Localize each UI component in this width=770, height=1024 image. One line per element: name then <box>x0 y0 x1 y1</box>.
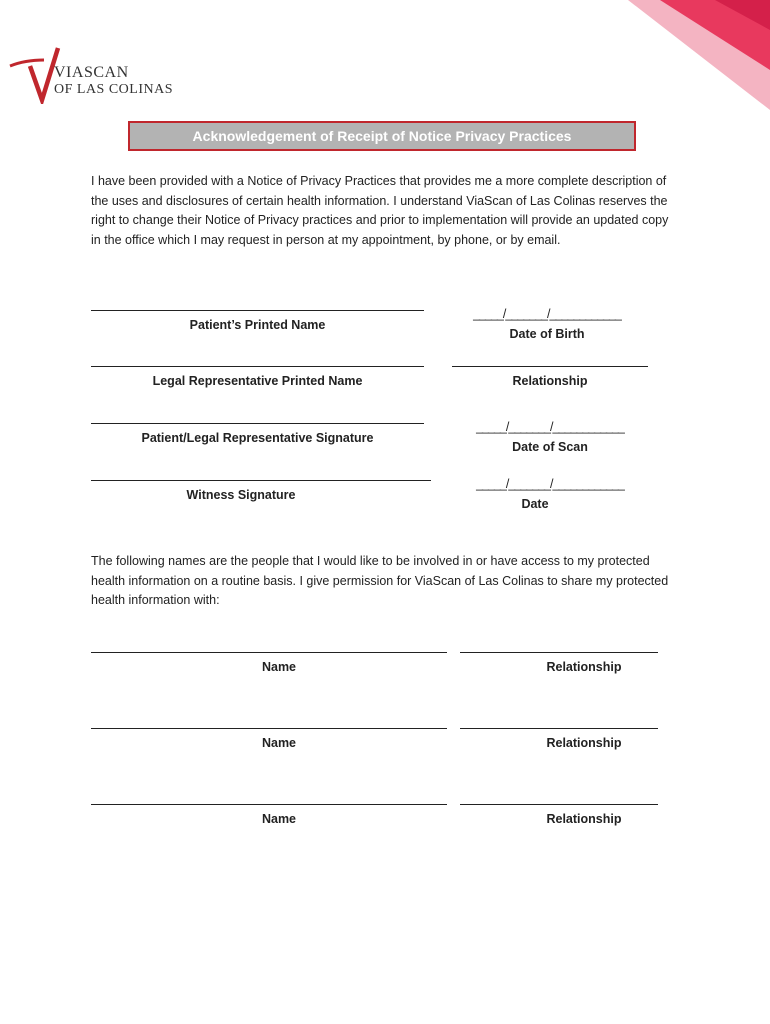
date-blank: _____/_______/____________ <box>476 477 624 491</box>
form-title: Acknowledgement of Receipt of Notice Privacy Practices <box>192 128 572 144</box>
viascan-logo <box>8 44 198 104</box>
signature-field[interactable] <box>91 423 424 445</box>
contact-relationship-label-2: Relationship <box>546 736 622 750</box>
logo-line-2: OF LAS COLINAS <box>54 82 174 97</box>
contact-name-label-3: Name <box>261 812 297 826</box>
date-of-birth-label: Date of Birth <box>509 327 585 341</box>
legal-rep-name-label: Legal Representative Printed Name <box>152 374 363 388</box>
contact-relationship-field-2[interactable] <box>460 728 658 750</box>
legal-rep-name-field[interactable] <box>91 366 424 388</box>
date-of-birth-field[interactable] <box>452 308 642 341</box>
form-title-box <box>128 121 636 151</box>
date-of-birth-blank: _____/_______/____________ <box>473 307 621 321</box>
contact-name-field-2[interactable] <box>91 728 447 750</box>
date-of-scan-blank: _____/_______/____________ <box>476 420 624 434</box>
date-of-scan-field[interactable] <box>452 421 648 454</box>
date-field[interactable] <box>452 478 648 511</box>
access-paragraph: The following names are the people that I would like to be involved in or have access to my protected health information on a routine basis. I give permission for ViaScan of Las Colinas to share my protected health information with: <box>91 554 669 607</box>
contact-name-field-3[interactable] <box>91 804 447 826</box>
signature-label: Patient/Legal Representative Signature <box>141 431 374 445</box>
date-label: Date <box>521 497 549 511</box>
contact-name-label-1: Name <box>261 660 297 674</box>
relationship-field[interactable] <box>452 366 648 388</box>
patient-name-field[interactable] <box>91 310 424 332</box>
contact-relationship-field-1[interactable] <box>460 652 658 674</box>
contact-name-label-2: Name <box>261 736 297 750</box>
contact-relationship-label-1: Relationship <box>546 660 622 674</box>
witness-signature-label: Witness Signature <box>186 488 296 502</box>
contact-name-field-1[interactable] <box>91 652 447 674</box>
corner-decoration <box>620 0 770 110</box>
contact-relationship-label-3: Relationship <box>546 812 622 826</box>
contact-relationship-field-3[interactable] <box>460 804 658 826</box>
witness-signature-field[interactable] <box>91 480 431 502</box>
relationship-label: Relationship <box>512 374 588 388</box>
intro-paragraph: I have been provided with a Notice of Privacy Practices that provides me a more complete description of the uses and disclosures of certain health information. I understand ViaScan of Las Colinas reserves the right to change their Notice of Privacy practices and prior to implementation will provide an updated copy in the office which I may request in person at my appointment, by phone, or by email. <box>91 174 669 247</box>
date-of-scan-label: Date of Scan <box>512 440 588 454</box>
patient-name-label: Patient’s Printed Name <box>189 318 326 332</box>
logo-line-1: VIASCAN <box>54 64 129 81</box>
